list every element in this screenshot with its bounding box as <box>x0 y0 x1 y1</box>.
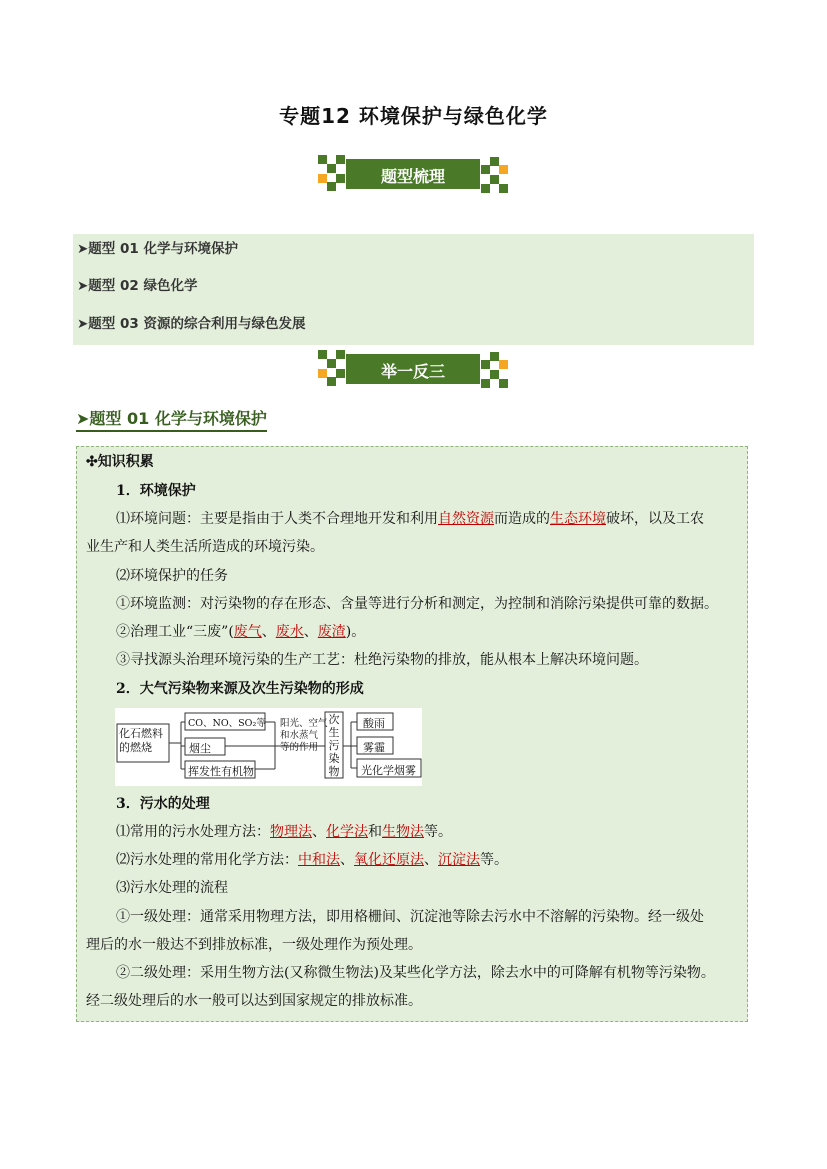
paragraph-three-wastes: ②治理工业“三废”(废气、废水、废渣)。 <box>116 624 366 640</box>
banner-question-types <box>318 155 508 193</box>
paragraph-methods: ⑴常用的污水处理方法：物理法、化学法和生物法等。 <box>116 824 452 840</box>
diagram-conditions: 阳光、空气 和水蒸气 等的作用 <box>280 718 328 753</box>
paragraph-environment-issue-cont: 业生产和人类生活所造成的环境污染。 <box>86 539 324 555</box>
paragraph-monitoring: ①环境监测：对污染物的存在形态、含量等进行分析和测定，为控制和消除污染提供可靠的数据。 <box>116 596 718 612</box>
paragraph-secondary-treatment-cont: 经二级处理后的水一般可以达到国家规定的排放标准。 <box>86 993 422 1009</box>
highlight-ecological-environment: 生态环境 <box>550 511 606 527</box>
paragraph-primary-treatment: ①一级处理：通常采用物理方法，即用格栅间、沉淀池等除去污水中不溶解的污染物。经一级处 <box>116 909 704 925</box>
diagram-pollutant-2: 烟尘 <box>189 742 211 755</box>
diagram-output-2: 雾霾 <box>363 741 385 754</box>
section-heading: ➤题型 01 化学与环境保护 <box>76 406 267 432</box>
toc-panel <box>73 234 754 345</box>
paragraph-primary-treatment-cont: 理后的水一般达不到排放标准，一级处理作为预处理。 <box>86 937 422 953</box>
paragraph-tasks: ⑵环境保护的任务 <box>116 568 228 584</box>
page-title: 专题12 环境保护与绿色化学 <box>279 104 548 128</box>
heading-air-pollutants: 2．大气污染物来源及次生污染物的形成 <box>116 681 364 697</box>
diagram-output-3: 光化学烟雾 <box>361 764 416 777</box>
box-header: ✣知识积累 <box>86 454 154 470</box>
heading-wastewater: 3．污水的处理 <box>116 796 210 812</box>
toc-item-3[interactable]: ➤题型 03 资源的综合利用与绿色发展 <box>77 316 306 332</box>
banner-label: 题型梳理 <box>380 167 445 186</box>
diagram-pollutant-1: CO、NO、SO₂等 <box>188 718 266 729</box>
diagram-output-1: 酸雨 <box>363 717 385 730</box>
toc-item-2[interactable]: ➤题型 02 绿色化学 <box>77 278 198 294</box>
highlight-natural-resources: 自然资源 <box>438 511 494 527</box>
air-pollution-diagram <box>115 708 422 786</box>
paragraph-secondary-treatment: ②二级处理：采用生物方法(又称微生物法)及某些化学方法，除去水中的可降解有机物等污染物。 <box>116 965 715 981</box>
banner-practice <box>318 350 508 388</box>
paragraph-source-control: ③寻找源头治理环境污染的生产工艺：杜绝污染物的排放，能从根本上解决环境问题。 <box>116 652 648 668</box>
diagram-pollutant-3: 挥发性有机物 <box>188 765 254 778</box>
heading-environment-protection: 1．环境保护 <box>116 483 196 499</box>
diagram-secondary: 次 生 污 染 物 <box>328 713 340 778</box>
paragraph-process: ⑶污水处理的流程 <box>116 880 228 896</box>
banner-label: 举一反三 <box>380 362 445 381</box>
paragraph-environment-issue: ⑴环境问题：主要是指由于人类不合理地开发和利用自然资源而造成的生态环境破坏，以及工农 <box>116 511 704 527</box>
paragraph-chemical-methods: ⑵污水处理的常用化学方法：中和法、氧化还原法、沉淀法等。 <box>116 852 508 868</box>
toc-item-1[interactable]: ➤题型 01 化学与环境保护 <box>77 241 238 257</box>
diagram-source: 化石燃料 的燃烧 <box>119 727 163 754</box>
